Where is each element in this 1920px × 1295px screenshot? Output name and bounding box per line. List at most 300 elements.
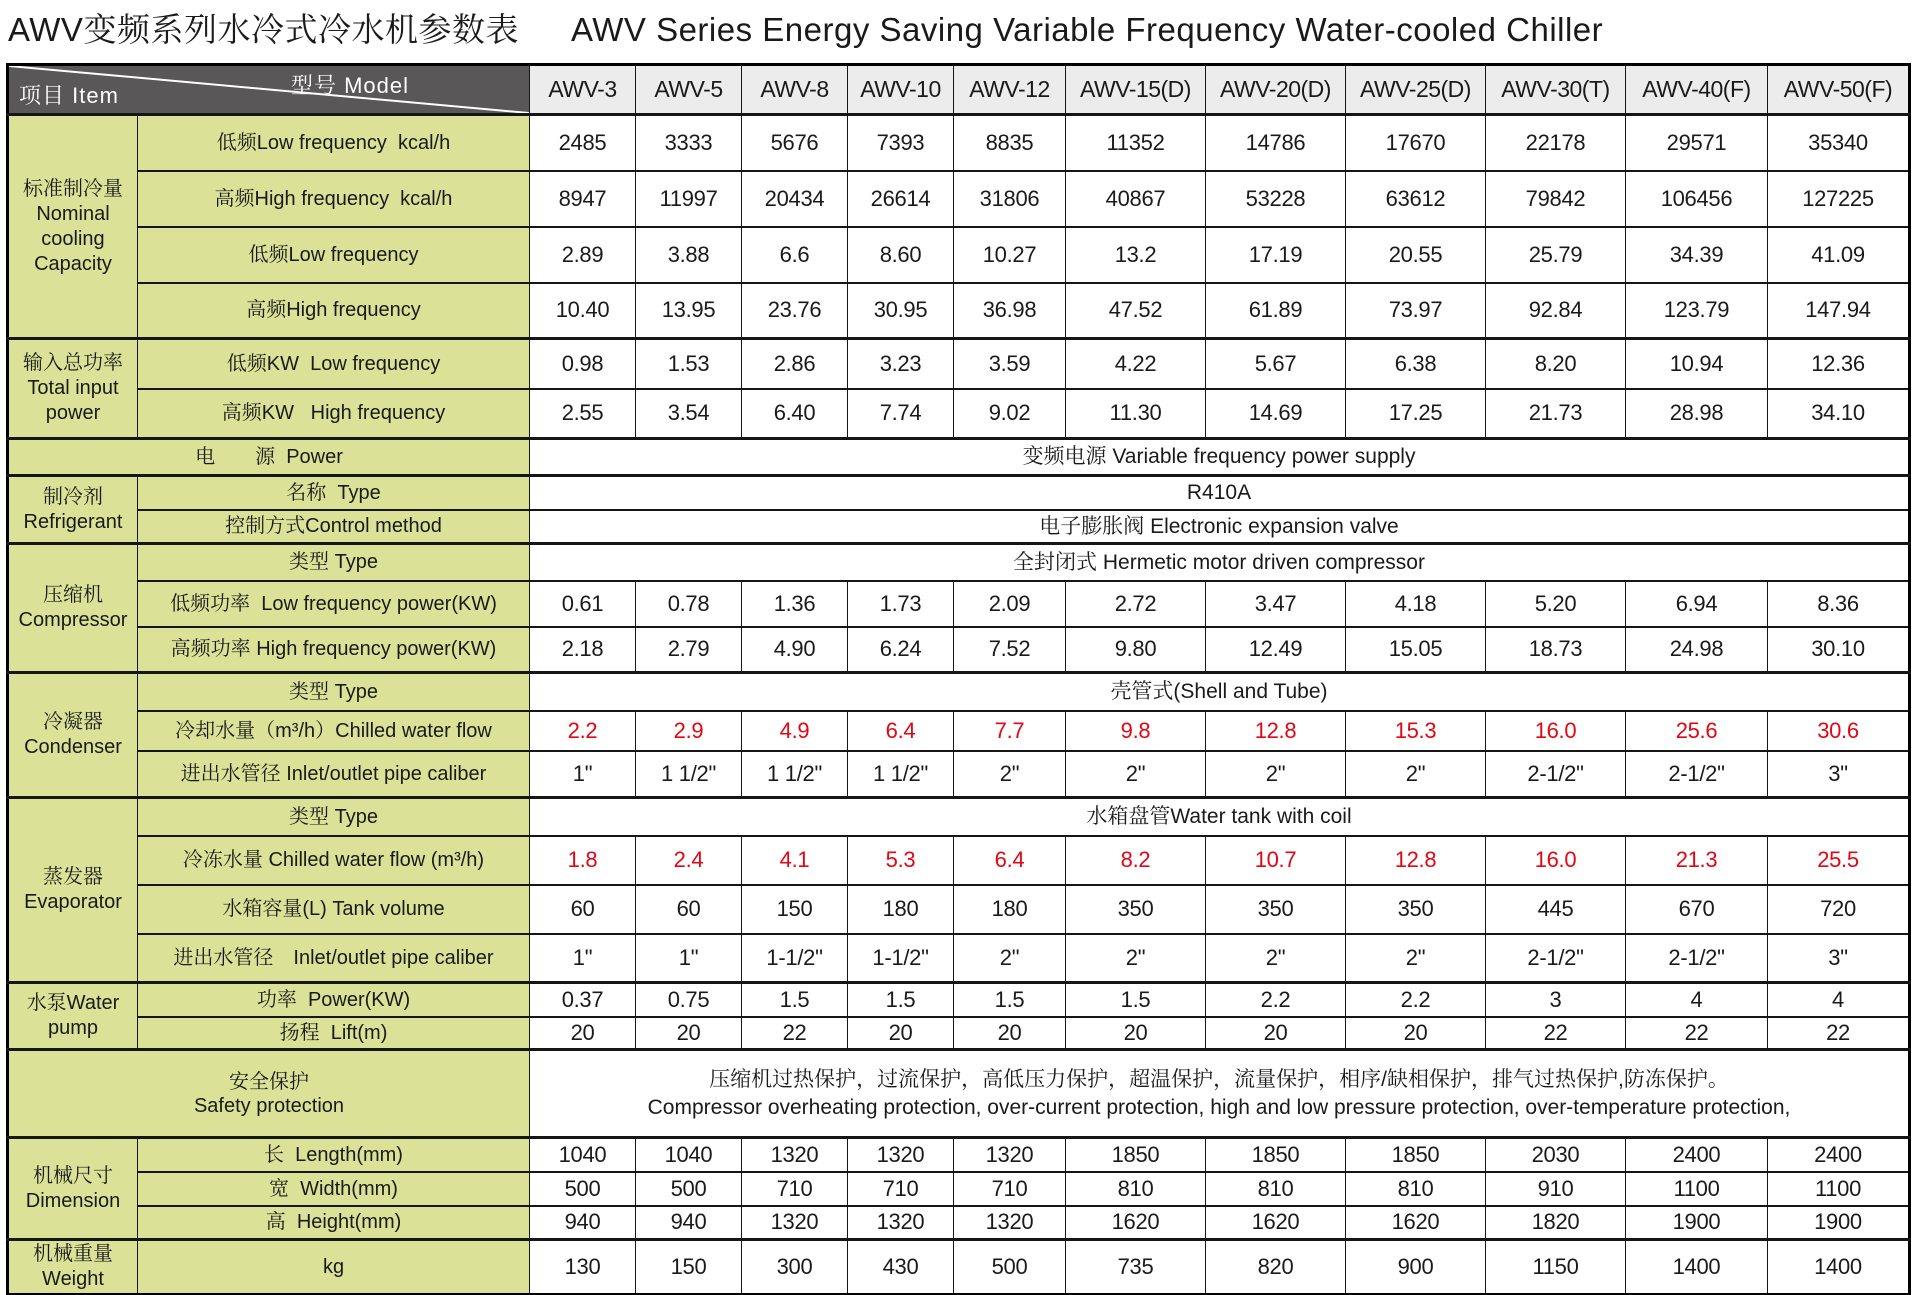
value-cell: 1320 bbox=[742, 1206, 848, 1240]
value-cell: 1150 bbox=[1486, 1240, 1626, 1295]
group-label-cell: 输入总功率 Total input power bbox=[8, 339, 138, 439]
table-row bbox=[8, 115, 1910, 171]
value-cell: 1" bbox=[636, 934, 742, 983]
value-cell: 1-1/2" bbox=[742, 934, 848, 983]
value-cell: 20 bbox=[636, 1017, 742, 1050]
value-cell: 445 bbox=[1486, 885, 1626, 934]
table-row bbox=[8, 544, 1910, 581]
value-cell: 2.18 bbox=[530, 627, 636, 673]
value-cell: 1.5 bbox=[848, 983, 954, 1017]
value-cell: 36.98 bbox=[954, 283, 1066, 339]
table-row bbox=[8, 1017, 1910, 1050]
model-header-awv-30t: AWV-30(T) bbox=[1486, 65, 1626, 115]
item-label-cell: 高频High frequency kcal/h bbox=[138, 171, 530, 227]
table-row bbox=[8, 1050, 1910, 1138]
value-cell: 500 bbox=[530, 1172, 636, 1206]
value-cell: 2.86 bbox=[742, 339, 848, 389]
value-cell: 41.09 bbox=[1768, 227, 1910, 283]
table-row bbox=[8, 1172, 1910, 1206]
value-cell: 1 1/2" bbox=[848, 751, 954, 798]
value-cell: 1.5 bbox=[1066, 983, 1206, 1017]
value-cell: 1320 bbox=[848, 1138, 954, 1172]
value-cell: 30.10 bbox=[1768, 627, 1910, 673]
value-cell: 940 bbox=[530, 1206, 636, 1240]
group-label-cell: 标准制冷量 Nominal cooling Capacity bbox=[8, 115, 138, 339]
value-cell: 810 bbox=[1346, 1172, 1486, 1206]
value-cell: 18.73 bbox=[1486, 627, 1626, 673]
value-cell: 25.79 bbox=[1486, 227, 1626, 283]
value-cell: 2400 bbox=[1626, 1138, 1768, 1172]
value-cell: 2" bbox=[1066, 751, 1206, 798]
value-cell: 500 bbox=[954, 1240, 1066, 1295]
value-cell: 1900 bbox=[1768, 1206, 1910, 1240]
value-cell: 92.84 bbox=[1486, 283, 1626, 339]
group-label-cell: 机械尺寸 Dimension bbox=[8, 1138, 138, 1240]
value-cell: 500 bbox=[636, 1172, 742, 1206]
item-label-cell: 高频功率 High frequency power(KW) bbox=[138, 627, 530, 673]
value-cell: 710 bbox=[742, 1172, 848, 1206]
table-row bbox=[8, 1240, 1910, 1295]
value-cell: 8947 bbox=[530, 171, 636, 227]
model-header-awv-3: AWV-3 bbox=[530, 65, 636, 115]
item-label-cell: kg bbox=[138, 1240, 530, 1295]
value-cell: 29571 bbox=[1626, 115, 1768, 171]
value-cell: 34.39 bbox=[1626, 227, 1768, 283]
item-label-cell: 水箱容量(L) Tank volume bbox=[138, 885, 530, 934]
value-cell: 6.4 bbox=[848, 711, 954, 751]
value-cell: 30.6 bbox=[1768, 711, 1910, 751]
table-row bbox=[8, 439, 1910, 476]
table-row bbox=[8, 510, 1910, 544]
value-cell: 5.67 bbox=[1206, 339, 1346, 389]
table-row bbox=[8, 581, 1910, 627]
item-label-cell: 功率 Power(KW) bbox=[138, 983, 530, 1017]
page-title-zh: AWV变频系列水冷式冷水机参数表 bbox=[8, 11, 519, 48]
item-label-cell: 低频KW Low frequency bbox=[138, 339, 530, 389]
value-cell: 0.78 bbox=[636, 581, 742, 627]
value-cell: 350 bbox=[1066, 885, 1206, 934]
item-label-cell: 进出水管径 Inlet/outlet pipe caliber bbox=[138, 751, 530, 798]
value-cell: 23.76 bbox=[742, 283, 848, 339]
table-row bbox=[8, 283, 1910, 339]
value-cell: 14786 bbox=[1206, 115, 1346, 171]
value-cell: 3" bbox=[1768, 934, 1910, 983]
value-cell: 8835 bbox=[954, 115, 1066, 171]
value-cell: 180 bbox=[848, 885, 954, 934]
item-label-cell: 高频KW High frequency bbox=[138, 389, 530, 439]
value-cell: 1.5 bbox=[742, 983, 848, 1017]
value-cell: 10.40 bbox=[530, 283, 636, 339]
value-cell: 16.0 bbox=[1486, 836, 1626, 885]
value-cell: 1320 bbox=[954, 1138, 1066, 1172]
value-cell: 20.55 bbox=[1346, 227, 1486, 283]
value-cell: 20 bbox=[954, 1017, 1066, 1050]
value-cell: 6.4 bbox=[954, 836, 1066, 885]
value-cell: 9.80 bbox=[1066, 627, 1206, 673]
value-cell: 106456 bbox=[1626, 171, 1768, 227]
value-cell: 0.98 bbox=[530, 339, 636, 389]
value-cell: 9.02 bbox=[954, 389, 1066, 439]
value-cell: 4.22 bbox=[1066, 339, 1206, 389]
value-cell: 17.19 bbox=[1206, 227, 1346, 283]
value-cell: 20 bbox=[1346, 1017, 1486, 1050]
value-cell: 7.74 bbox=[848, 389, 954, 439]
value-cell: 22 bbox=[1768, 1017, 1910, 1050]
value-cell: 147.94 bbox=[1768, 283, 1910, 339]
value-cell: 13.2 bbox=[1066, 227, 1206, 283]
value-cell: 2" bbox=[954, 751, 1066, 798]
model-header-awv-25d: AWV-25(D) bbox=[1346, 65, 1486, 115]
value-cell: 735 bbox=[1066, 1240, 1206, 1295]
value-cell: 2.4 bbox=[636, 836, 742, 885]
value-cell: 2.2 bbox=[1206, 983, 1346, 1017]
merged-value-cell: 壳管式(Shell and Tube) bbox=[530, 673, 1910, 711]
value-cell: 6.40 bbox=[742, 389, 848, 439]
page-title-en: AWV Series Energy Saving Variable Frequency Water-cooled Chiller bbox=[570, 11, 1604, 48]
value-cell: 1620 bbox=[1066, 1206, 1206, 1240]
value-cell: 720 bbox=[1768, 885, 1910, 934]
value-cell: 1" bbox=[530, 751, 636, 798]
value-cell: 820 bbox=[1206, 1240, 1346, 1295]
model-header-awv-50f: AWV-50(F) bbox=[1768, 65, 1910, 115]
value-cell: 0.61 bbox=[530, 581, 636, 627]
merged-value-line: Compressor overheating protection, over-current protection, high and low pressure protection, over-temperature protection, bbox=[647, 1095, 1791, 1119]
value-cell: 2400 bbox=[1768, 1138, 1910, 1172]
value-cell: 1040 bbox=[636, 1138, 742, 1172]
value-cell: 0.37 bbox=[530, 983, 636, 1017]
value-cell: 123.79 bbox=[1626, 283, 1768, 339]
corner-model-label: 型号 Model bbox=[290, 73, 409, 98]
value-cell: 53228 bbox=[1206, 171, 1346, 227]
value-cell: 14.69 bbox=[1206, 389, 1346, 439]
value-cell: 0.75 bbox=[636, 983, 742, 1017]
value-cell: 3.59 bbox=[954, 339, 1066, 389]
merged-value-cell: 电子膨胀阀 Electronic expansion valve bbox=[530, 510, 1910, 544]
value-cell: 16.0 bbox=[1486, 711, 1626, 751]
value-cell: 73.97 bbox=[1346, 283, 1486, 339]
item-label-cell: 低频功率 Low frequency power(KW) bbox=[138, 581, 530, 627]
value-cell: 20434 bbox=[742, 171, 848, 227]
value-cell: 910 bbox=[1486, 1172, 1626, 1206]
table-row bbox=[8, 627, 1910, 673]
value-cell: 1040 bbox=[530, 1138, 636, 1172]
value-cell: 21.73 bbox=[1486, 389, 1626, 439]
value-cell: 940 bbox=[636, 1206, 742, 1240]
model-header-awv-20d: AWV-20(D) bbox=[1206, 65, 1346, 115]
value-cell: 20 bbox=[530, 1017, 636, 1050]
value-cell: 2-1/2" bbox=[1626, 934, 1768, 983]
value-cell: 8.60 bbox=[848, 227, 954, 283]
table-row bbox=[8, 836, 1910, 885]
table-row bbox=[8, 751, 1910, 798]
value-cell: 3.47 bbox=[1206, 581, 1346, 627]
value-cell: 2-1/2" bbox=[1486, 751, 1626, 798]
value-cell: 22178 bbox=[1486, 115, 1626, 171]
value-cell: 47.52 bbox=[1066, 283, 1206, 339]
value-cell: 40867 bbox=[1066, 171, 1206, 227]
value-cell: 20 bbox=[1066, 1017, 1206, 1050]
value-cell: 61.89 bbox=[1206, 283, 1346, 339]
value-cell: 5676 bbox=[742, 115, 848, 171]
value-cell: 1.5 bbox=[954, 983, 1066, 1017]
value-cell: 2" bbox=[1346, 934, 1486, 983]
value-cell: 3 bbox=[1486, 983, 1626, 1017]
model-header-awv-5: AWV-5 bbox=[636, 65, 742, 115]
value-cell: 1320 bbox=[954, 1206, 1066, 1240]
value-cell: 7393 bbox=[848, 115, 954, 171]
group-label-cell: 蒸发器 Evaporator bbox=[8, 798, 138, 983]
value-cell: 35340 bbox=[1768, 115, 1910, 171]
item-label-cell: 低频Low frequency bbox=[138, 227, 530, 283]
value-cell: 26614 bbox=[848, 171, 954, 227]
value-cell: 10.7 bbox=[1206, 836, 1346, 885]
value-cell: 24.98 bbox=[1626, 627, 1768, 673]
merged-value-cell: 水箱盘管Water tank with coil bbox=[530, 798, 1910, 836]
value-cell: 21.3 bbox=[1626, 836, 1768, 885]
table-row bbox=[8, 798, 1910, 836]
value-cell: 7.52 bbox=[954, 627, 1066, 673]
value-cell: 1620 bbox=[1346, 1206, 1486, 1240]
value-cell: 2-1/2" bbox=[1626, 751, 1768, 798]
value-cell: 22 bbox=[1626, 1017, 1768, 1050]
value-cell: 2.2 bbox=[530, 711, 636, 751]
header-row bbox=[8, 65, 1910, 115]
value-cell: 3" bbox=[1768, 751, 1910, 798]
merged-value-line: 压缩机过热保护，过流保护，高低压力保护，超温保护，流量保护，相序/缺相保护，排气过热保护,防冻保护。 bbox=[709, 1068, 1729, 1092]
value-cell: 8.36 bbox=[1768, 581, 1910, 627]
value-cell: 79842 bbox=[1486, 171, 1626, 227]
value-cell: 10.94 bbox=[1626, 339, 1768, 389]
value-cell: 2-1/2" bbox=[1486, 934, 1626, 983]
table-row bbox=[8, 1138, 1910, 1172]
value-cell: 10.27 bbox=[954, 227, 1066, 283]
table-row bbox=[8, 227, 1910, 283]
value-cell: 150 bbox=[636, 1240, 742, 1295]
value-cell: 3.88 bbox=[636, 227, 742, 283]
merged-value-cell: R410A bbox=[530, 476, 1910, 510]
item-label-cell: 名称 Type bbox=[138, 476, 530, 510]
value-cell: 1 1/2" bbox=[636, 751, 742, 798]
value-cell: 670 bbox=[1626, 885, 1768, 934]
value-cell: 1900 bbox=[1626, 1206, 1768, 1240]
value-cell: 1-1/2" bbox=[848, 934, 954, 983]
value-cell: 710 bbox=[848, 1172, 954, 1206]
value-cell: 60 bbox=[530, 885, 636, 934]
model-header-awv-12: AWV-12 bbox=[954, 65, 1066, 115]
value-cell: 900 bbox=[1346, 1240, 1486, 1295]
value-cell: 130 bbox=[530, 1240, 636, 1295]
value-cell: 22 bbox=[1486, 1017, 1626, 1050]
value-cell: 12.8 bbox=[1206, 711, 1346, 751]
value-cell: 8.20 bbox=[1486, 339, 1626, 389]
group-label-cell: 冷凝器 Condenser bbox=[8, 673, 138, 798]
value-cell: 22 bbox=[742, 1017, 848, 1050]
group-label-cell: 压缩机 Compressor bbox=[8, 544, 138, 673]
value-cell: 710 bbox=[954, 1172, 1066, 1206]
value-cell: 1400 bbox=[1626, 1240, 1768, 1295]
value-cell: 8.2 bbox=[1066, 836, 1206, 885]
table-row bbox=[8, 171, 1910, 227]
item-label-cell: 冷却水量（m³/h）Chilled water flow bbox=[138, 711, 530, 751]
item-label-cell: 长 Length(mm) bbox=[138, 1138, 530, 1172]
value-cell: 4 bbox=[1626, 983, 1768, 1017]
item-label-line: 安全保护 bbox=[229, 1070, 309, 1093]
value-cell: 1620 bbox=[1206, 1206, 1346, 1240]
value-cell: 1.53 bbox=[636, 339, 742, 389]
table-row bbox=[8, 934, 1910, 983]
spec-table bbox=[6, 63, 1911, 1295]
value-cell: 2.9 bbox=[636, 711, 742, 751]
value-cell: 6.94 bbox=[1626, 581, 1768, 627]
value-cell: 2.09 bbox=[954, 581, 1066, 627]
value-cell: 6.24 bbox=[848, 627, 954, 673]
value-cell: 4.90 bbox=[742, 627, 848, 673]
value-cell: 127225 bbox=[1768, 171, 1910, 227]
item-label-cell: 电 源 Power bbox=[8, 439, 530, 476]
merged-value-cell: 全封闭式 Hermetic motor driven compressor bbox=[530, 544, 1910, 581]
value-cell: 12.36 bbox=[1768, 339, 1910, 389]
merged-value-cell bbox=[530, 1050, 1910, 1138]
value-cell: 2485 bbox=[530, 115, 636, 171]
value-cell: 300 bbox=[742, 1240, 848, 1295]
item-label-cell: 类型 Type bbox=[138, 673, 530, 711]
item-label-cell: 进出水管径 Inlet/outlet pipe caliber bbox=[138, 934, 530, 983]
value-cell: 20 bbox=[848, 1017, 954, 1050]
value-cell: 1.8 bbox=[530, 836, 636, 885]
value-cell: 150 bbox=[742, 885, 848, 934]
value-cell: 1820 bbox=[1486, 1206, 1626, 1240]
value-cell: 5.20 bbox=[1486, 581, 1626, 627]
value-cell: 60 bbox=[636, 885, 742, 934]
value-cell: 1850 bbox=[1346, 1138, 1486, 1172]
value-cell: 2.79 bbox=[636, 627, 742, 673]
value-cell: 25.5 bbox=[1768, 836, 1910, 885]
item-label-cell: 宽 Width(mm) bbox=[138, 1172, 530, 1206]
value-cell: 1 1/2" bbox=[742, 751, 848, 798]
value-cell: 3.54 bbox=[636, 389, 742, 439]
value-cell: 12.49 bbox=[1206, 627, 1346, 673]
group-label-cell: 制冷剂 Refrigerant bbox=[8, 476, 138, 544]
value-cell: 1850 bbox=[1066, 1138, 1206, 1172]
value-cell: 1400 bbox=[1768, 1240, 1910, 1295]
group-label-cell: 机械重量Weight bbox=[8, 1240, 138, 1295]
table-row bbox=[8, 711, 1910, 751]
table-row bbox=[8, 983, 1910, 1017]
model-header-awv-15d: AWV-15(D) bbox=[1066, 65, 1206, 115]
value-cell: 15.3 bbox=[1346, 711, 1486, 751]
item-label-cell: 低频Low frequency kcal/h bbox=[138, 115, 530, 171]
item-label-cell: 高频High frequency bbox=[138, 283, 530, 339]
value-cell: 810 bbox=[1206, 1172, 1346, 1206]
merged-value-cell: 变频电源 Variable frequency power supply bbox=[530, 439, 1910, 476]
value-cell: 1.36 bbox=[742, 581, 848, 627]
value-cell: 1" bbox=[530, 934, 636, 983]
value-cell: 4.9 bbox=[742, 711, 848, 751]
value-cell: 5.3 bbox=[848, 836, 954, 885]
value-cell: 3333 bbox=[636, 115, 742, 171]
value-cell: 430 bbox=[848, 1240, 954, 1295]
item-label-line: Safety protection bbox=[193, 1094, 345, 1117]
value-cell: 11997 bbox=[636, 171, 742, 227]
value-cell: 810 bbox=[1066, 1172, 1206, 1206]
value-cell: 3.23 bbox=[848, 339, 954, 389]
item-label-cell: 高 Height(mm) bbox=[138, 1206, 530, 1240]
value-cell: 17670 bbox=[1346, 115, 1486, 171]
value-cell: 9.8 bbox=[1066, 711, 1206, 751]
table-row bbox=[8, 339, 1910, 389]
corner-item-label: 项目 Item bbox=[19, 83, 119, 108]
item-label-cell: 类型 Type bbox=[138, 544, 530, 581]
page-title bbox=[8, 4, 1912, 51]
item-label-cell: 冷冻水量 Chilled water flow (m³/h) bbox=[138, 836, 530, 885]
table-row bbox=[8, 673, 1910, 711]
value-cell: 11352 bbox=[1066, 115, 1206, 171]
value-cell: 2" bbox=[1066, 934, 1206, 983]
value-cell: 20 bbox=[1206, 1017, 1346, 1050]
value-cell: 2.2 bbox=[1346, 983, 1486, 1017]
table-row bbox=[8, 389, 1910, 439]
value-cell: 4.18 bbox=[1346, 581, 1486, 627]
value-cell: 2.72 bbox=[1066, 581, 1206, 627]
value-cell: 11.30 bbox=[1066, 389, 1206, 439]
value-cell: 1320 bbox=[848, 1206, 954, 1240]
value-cell: 1850 bbox=[1206, 1138, 1346, 1172]
value-cell: 17.25 bbox=[1346, 389, 1486, 439]
value-cell: 34.10 bbox=[1768, 389, 1910, 439]
value-cell: 2" bbox=[1346, 751, 1486, 798]
value-cell: 28.98 bbox=[1626, 389, 1768, 439]
group-label-cell: 水泵Water pump bbox=[8, 983, 138, 1050]
value-cell: 30.95 bbox=[848, 283, 954, 339]
value-cell: 6.6 bbox=[742, 227, 848, 283]
value-cell: 2.89 bbox=[530, 227, 636, 283]
value-cell: 31806 bbox=[954, 171, 1066, 227]
model-header-awv-10: AWV-10 bbox=[848, 65, 954, 115]
value-cell: 4 bbox=[1768, 983, 1910, 1017]
value-cell: 2.55 bbox=[530, 389, 636, 439]
value-cell: 2" bbox=[1206, 751, 1346, 798]
table-row bbox=[8, 476, 1910, 510]
item-label-cell bbox=[8, 1050, 530, 1138]
value-cell: 2" bbox=[1206, 934, 1346, 983]
value-cell: 25.6 bbox=[1626, 711, 1768, 751]
value-cell: 7.7 bbox=[954, 711, 1066, 751]
value-cell: 15.05 bbox=[1346, 627, 1486, 673]
value-cell: 1.73 bbox=[848, 581, 954, 627]
model-header-awv-8: AWV-8 bbox=[742, 65, 848, 115]
value-cell: 1320 bbox=[742, 1138, 848, 1172]
value-cell: 180 bbox=[954, 885, 1066, 934]
value-cell: 1100 bbox=[1768, 1172, 1910, 1206]
item-label-cell: 类型 Type bbox=[138, 798, 530, 836]
item-label-cell: 扬程 Lift(m) bbox=[138, 1017, 530, 1050]
value-cell: 12.8 bbox=[1346, 836, 1486, 885]
value-cell: 13.95 bbox=[636, 283, 742, 339]
table-row bbox=[8, 1206, 1910, 1240]
model-header-awv-40f: AWV-40(F) bbox=[1626, 65, 1768, 115]
table-row bbox=[8, 885, 1910, 934]
corner-header-cell bbox=[8, 65, 530, 115]
value-cell: 350 bbox=[1346, 885, 1486, 934]
value-cell: 2" bbox=[954, 934, 1066, 983]
value-cell: 4.1 bbox=[742, 836, 848, 885]
value-cell: 6.38 bbox=[1346, 339, 1486, 389]
value-cell: 63612 bbox=[1346, 171, 1486, 227]
value-cell: 2030 bbox=[1486, 1138, 1626, 1172]
item-label-cell: 控制方式Control method bbox=[138, 510, 530, 544]
value-cell: 1100 bbox=[1626, 1172, 1768, 1206]
value-cell: 350 bbox=[1206, 885, 1346, 934]
